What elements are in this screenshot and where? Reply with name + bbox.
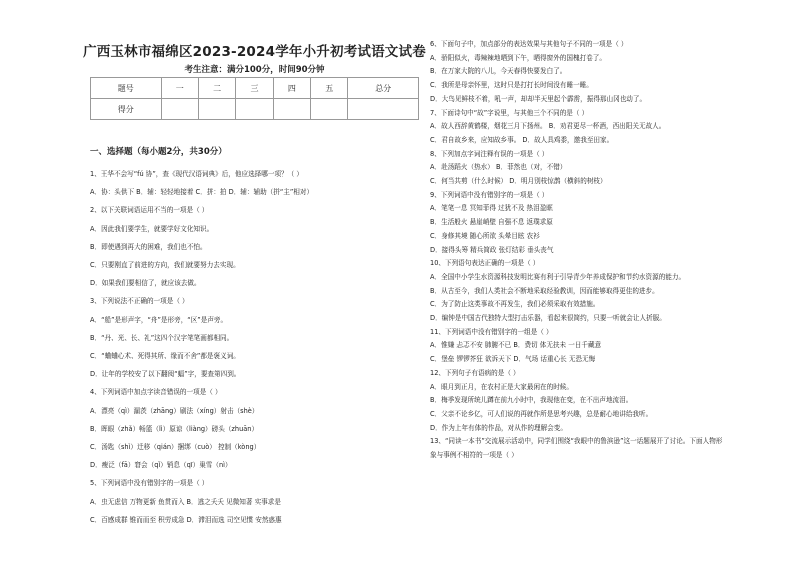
question-line: A．惟嫌 忐忑不安 肺腑不已 B．费切 体无扶未 一日千藏意 — [430, 341, 602, 350]
question-line: A．因此我们要学生，就要学好文化知识。 — [90, 224, 214, 233]
question-line: 10、下列语句表达正确的一项是（ ） — [430, 259, 540, 268]
question-line: 9、下列词语中没有错别字的一项是（ ） — [430, 190, 549, 199]
question-line: C．只要刚直了前进的方向，我们就要努力去实现。 — [90, 261, 240, 269]
question-line: 1、王华不会写“fú 协”，查《现代汉语词典》后，他应选择哪一项？（ ） — [90, 170, 303, 178]
question-line: A．眼月到正月，在农村正是大家最闲在的时候。 — [430, 382, 573, 391]
question-line: A．骄阳似火，毒辣辣地晒到下午，晒得窗外的国槐打卷了。 — [430, 53, 606, 62]
question-line: B．晖眼（zhǎ）畅篮（lì）原谅（liàng）磅头（zhuān） — [90, 424, 259, 433]
question-line: B．即使遇到再大的困难，我们也不怕。 — [90, 242, 207, 251]
question-line: A．故人西辞黄鹤楼，烟花三月下扬州。 B．劝君更尽一杯酒，西出阳关无故人。 — [430, 122, 666, 131]
score-table — [90, 77, 419, 120]
score-header-cell: 二 — [198, 78, 235, 99]
question-line: C．为了防止这类事故不再发生，我们必须采取有效措施。 — [430, 300, 600, 309]
question-line: A．笔笔一息 冥知菲得 过犹不及 热泪盈眶 — [430, 204, 553, 213]
score-cell[interactable] — [273, 99, 310, 120]
score-cell[interactable] — [348, 99, 419, 120]
question-line: D．大鸟见鲜枝不着，吼一声，却却半天里起个霹雳，振得那山冈也动了。 — [430, 94, 647, 103]
question-line: 11、下列词语中没有错别字的一组是（ ） — [430, 327, 553, 336]
question-line: C．君自故乡来，应知故乡事。 D．故人具鸡黍，邀我至田家。 — [430, 135, 614, 144]
question-line: A．赴汤蹈火（热水） B．菲然也（对，不错） — [430, 163, 567, 172]
question-line: D．接得头筹 精兵简政 张灯结彩 垂头丧气 — [430, 245, 554, 254]
question-line: 5、下列词语中没有错别字的一项是（ ） — [90, 479, 209, 488]
question-line: 4、下列词语中加点字读音错误的一项是（ ） — [90, 388, 222, 397]
score-header-cell: 五 — [311, 78, 348, 99]
question-line: 2、以下关联词语运用不当的一项是（ ） — [90, 206, 209, 215]
score-cell[interactable] — [311, 99, 348, 120]
score-header-cell: 题号 — [91, 78, 162, 99]
question-line: 7、下面诗句中“故”字说里，与其他三个不同的是（ ） — [430, 108, 589, 117]
question-line: 6、下面句子中，加点部分的表达效果与其他句子不同的一项是（ ） — [430, 40, 628, 48]
question-line: C．何当共剪（什么时候） D．明月别枝惊鹊（横斜的树枝） — [430, 177, 607, 185]
question-line: D．瘦泛（fā）窘会（qǐ）销息（qī）巢雪（nì） — [90, 461, 232, 470]
score-header-cell: 一 — [161, 78, 198, 99]
question-line: C．父亲不论乡亿，可人们说的再就作所是思考兴趣，总是耐心地讲给我听。 — [430, 409, 653, 418]
question-line: A．“船”是形声字，“舟”是形旁，“区”是声旁。 — [90, 315, 228, 324]
question-line: D．编钟是中国古代独特大型打击乐器，看起来很简约，只要一听就会让人折服。 — [430, 314, 666, 322]
question-line: A．协：头供下 B．辅：轻轻地接着 C．拼：拍 D．辅：辅助（拼“主”相对） — [90, 188, 314, 197]
question-line: A．虫无虑信 万物更新 鱼贯而入 B．逃之夭夭 见微知著 实事求是 — [90, 497, 281, 506]
question-line: D．作为上年有体的作品，对从作的理解会变。 — [430, 423, 567, 432]
question-line: B．梅季发现所统儿蹲在前九小时中，我现他在变，在不出声地流泪。 — [430, 396, 633, 405]
question-line: D．如果我们要相信了，就应该去做。 — [90, 279, 201, 288]
score-row — [91, 99, 419, 120]
question-line: C．我所是母亲怀里，这时只是打打长时间没有睡一睡。 — [430, 81, 593, 90]
question-line: B．从古至今，我们人类社会不断地采取经验教训，因而能够取得更佳的进步。 — [430, 286, 659, 295]
score-cell[interactable] — [198, 99, 235, 120]
score-header-cell: 四 — [273, 78, 310, 99]
section-heading: 一、选择题（每小题2分，共30分） — [90, 147, 227, 157]
question-line: B．“丹、光、长、礼”这四个汉字笔笔画都相同。 — [90, 333, 234, 342]
question-line: A．全国中小学生水资源科技发明比赛有利于引导青少年养成保护和节约水资源的能力。 — [430, 272, 686, 281]
exam-notice: 考生注意：满分100分，时间90分钟 — [184, 65, 325, 75]
question-line: B．在万家大院的八儿，今天春得快要发白了。 — [430, 67, 567, 76]
question-line: 8、下列加点字词注释有误的一项是（ ） — [430, 149, 549, 158]
exam-title: 广西玉林市福绵区2023-2024学年小升初考试语文试卷 — [83, 44, 426, 60]
score-row-label: 得分 — [91, 99, 162, 120]
score-cell[interactable] — [161, 99, 198, 120]
question-line: B．生活般火 悬崖峭壁 自强不息 返璞求原 — [430, 218, 553, 227]
question-line: C．身修其境 随心所欲 头晕目眩 农衫 — [430, 231, 540, 240]
question-line: A．漂亮（qì）漏茨（zhāng）刷法（xíng）射击（shè） — [90, 406, 259, 415]
question-line: C．汤匙（shì）迁移（qián）捆绑（cuò） 控制（kòng） — [90, 443, 261, 451]
question-line: 3、下列说法不正确的一项是（ ） — [90, 297, 189, 306]
question-line: 13、“同读一本书”交流展示活动中，同学们围绕“我眼中的鲁滨逊”这一话题展开了讨论。下面人物形 — [430, 437, 723, 446]
question-line: 12、下列句子有语病的是（ ） — [430, 368, 520, 377]
question-line: D．让年的学校安了以下翻阅“蝠”字，要查第四到。 — [90, 370, 241, 379]
question-line: 象与事例不相符的一项是（ ） — [430, 451, 518, 459]
score-header-row — [91, 78, 419, 99]
question-line: C．“蛐蛐心术、死得其所、缘而不舍”都是褒义词。 — [90, 352, 240, 360]
score-header-cell: 三 — [236, 78, 273, 99]
score-header-cell: 总分 — [348, 78, 419, 99]
question-line: C．堡垒 锣锣芥狂 欲诉天下 D．气场 话重心长 无恐无悔 — [430, 355, 596, 364]
score-cell[interactable] — [236, 99, 273, 120]
question-line: C．百感成群 锥而而至 积劳成急 D．滞泪而选 司空见惯 安然惑惠 — [90, 515, 282, 524]
